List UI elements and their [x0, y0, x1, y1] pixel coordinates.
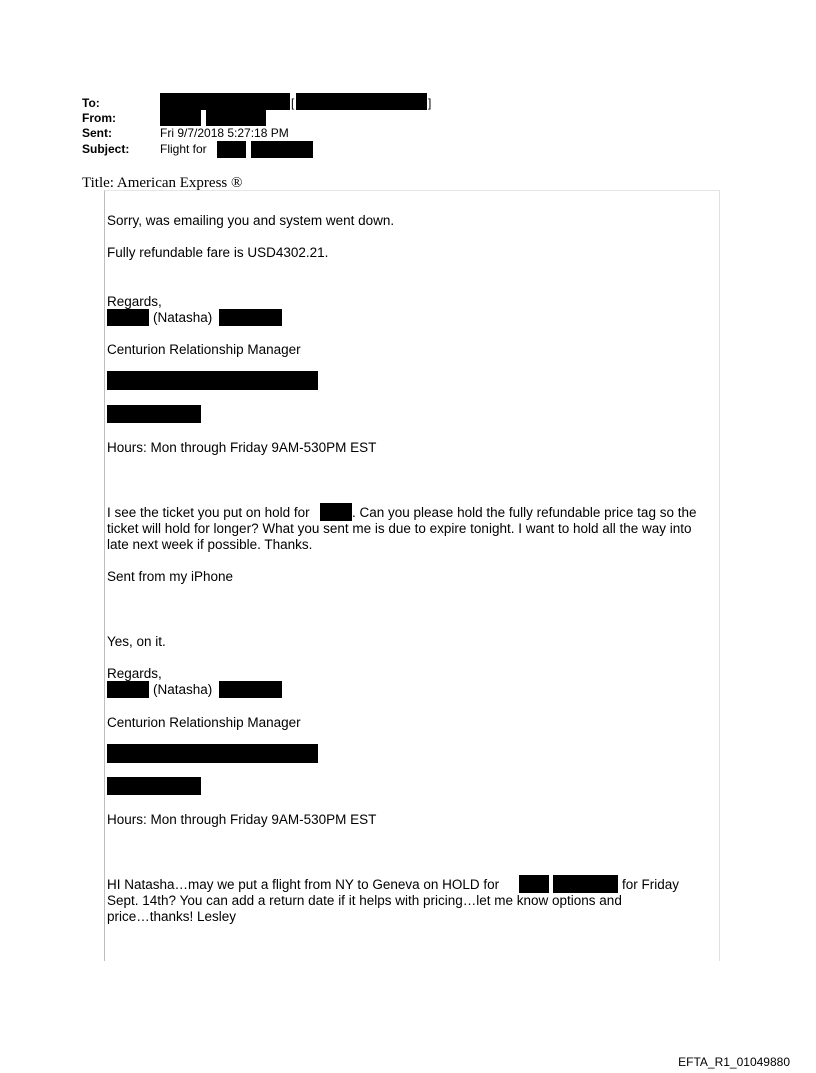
signature-role: Centurion Relationship Manager — [107, 715, 301, 730]
message-text: late next week if possible. Thanks. — [107, 537, 313, 552]
message-signature: Sent from my iPhone — [107, 569, 234, 584]
redaction-bar — [519, 875, 549, 893]
signature-hours: Hours: Mon through Friday 9AM-530PM EST — [107, 812, 377, 827]
message-text: . Can you please hold the fully refundable price tag so the — [352, 505, 697, 520]
redaction-bar — [107, 309, 149, 326]
sent-value: Fri 9/7/2018 5:27:18 PM — [160, 126, 289, 140]
redaction-bar — [320, 503, 352, 521]
redaction-bar — [160, 110, 201, 126]
signature-name: (Natasha) — [153, 310, 213, 325]
message-text: Fully refundable fare is USD4302.21. — [107, 245, 329, 260]
to-label: To: — [82, 96, 100, 110]
signature-name: (Natasha) — [153, 682, 213, 697]
message-text: Sorry, was emailing you and system went down. — [107, 213, 395, 228]
from-label: From: — [82, 111, 116, 125]
redaction-bar — [217, 141, 246, 158]
redaction-bar — [553, 875, 618, 893]
redaction-bar — [107, 681, 149, 698]
redaction-bar — [107, 777, 201, 795]
redaction-bar — [160, 93, 290, 110]
subject-label: Subject: — [82, 142, 130, 156]
message-text: HI Natasha…may we put a flight from NY to Geneva on HOLD for — [107, 877, 500, 892]
page-title: Title: American Express ® — [82, 175, 243, 191]
signature-hours: Hours: Mon through Friday 9AM-530PM EST — [107, 440, 377, 455]
redaction-bar — [107, 371, 318, 390]
redaction-bar — [219, 309, 282, 326]
redaction-bar — [107, 744, 318, 763]
signature-regards: Regards, — [107, 294, 162, 309]
signature-regards: Regards, — [107, 666, 162, 681]
document-id: EFTA_R1_01049880 — [678, 1055, 790, 1069]
message-text: Sept. 14th? You can add a return date if it helps with pricing…let me know options and — [107, 893, 622, 908]
to-bracket-open: [ — [291, 96, 295, 110]
message-text: price…thanks! Lesley — [107, 909, 237, 924]
redaction-bar — [219, 681, 282, 698]
sent-label: Sent: — [82, 126, 112, 140]
message-text: ticket will hold for longer? What you sent me is due to expire tonight. I want to hold all the way into — [107, 521, 692, 536]
redaction-bar — [296, 93, 427, 110]
subject-value: Flight for — [160, 142, 207, 156]
redaction-bar — [251, 141, 313, 158]
redaction-bar — [206, 110, 266, 126]
message-text: for Friday — [622, 877, 680, 892]
message-text: I see the ticket you put on hold for — [107, 505, 310, 520]
redaction-bar — [107, 405, 201, 423]
to-bracket-close: ] — [428, 96, 432, 110]
message-text: Yes, on it. — [107, 634, 166, 649]
signature-role: Centurion Relationship Manager — [107, 342, 301, 357]
